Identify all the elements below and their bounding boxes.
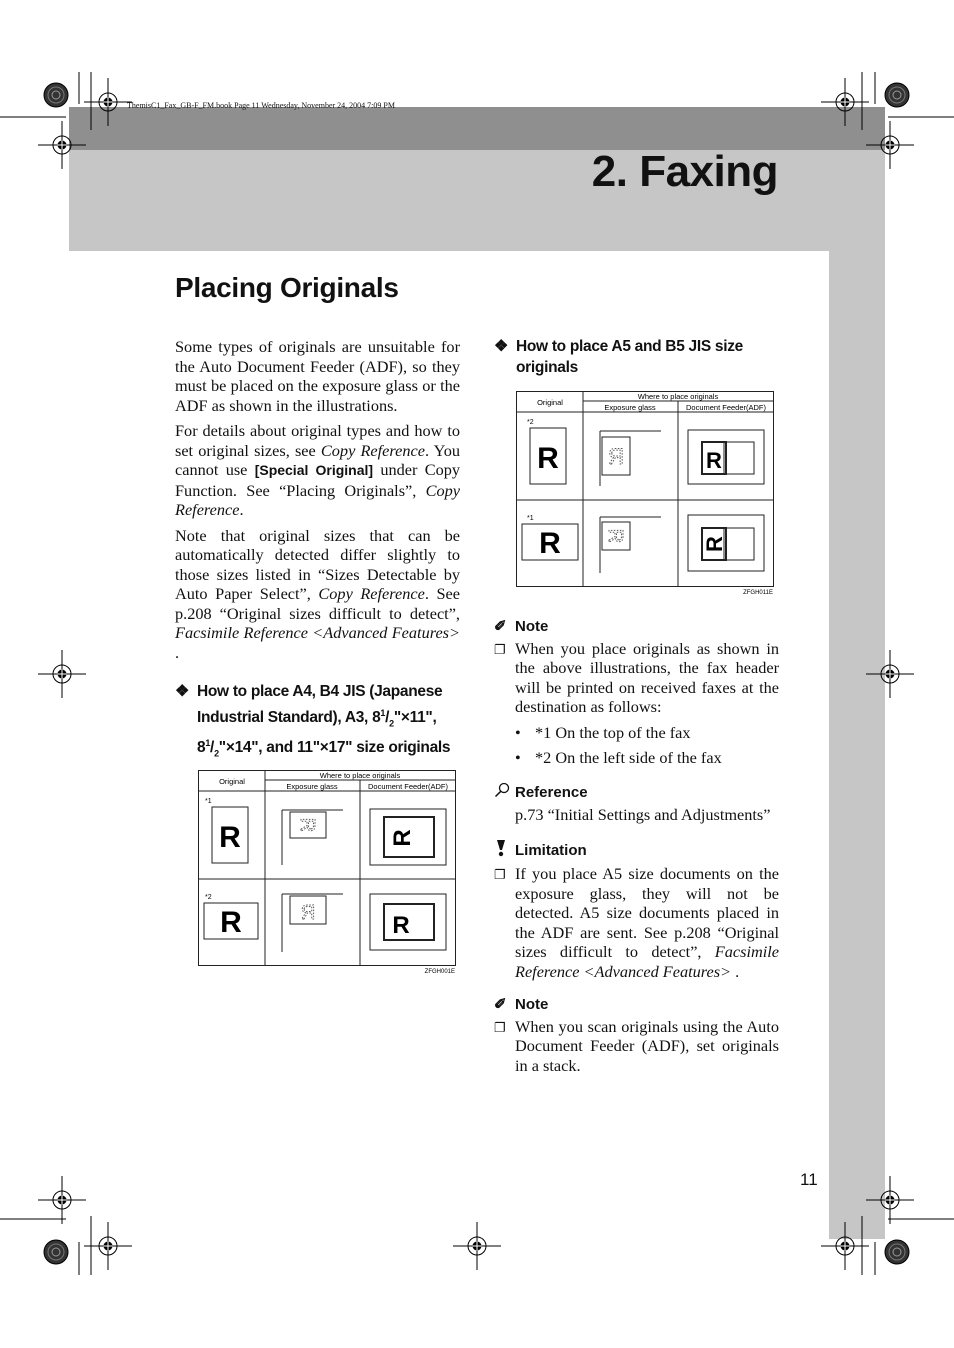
special-original-key: [Special Original] (254, 462, 374, 478)
bullet-item-1: • *1 On the top of the fax (515, 722, 691, 742)
note-item-2: ❐ When you scan originals using the Auto Document Feeder (ADF), set originals in a stack. (494, 1016, 779, 1075)
original-r-portrait: R (537, 442, 559, 475)
left-column (175, 337, 460, 764)
original-r-landscape: R (220, 906, 242, 939)
adf-r-upright: R (706, 448, 722, 473)
details-paragraph: For details about original types and how to set original sizes, see Copy Reference. You cannot use [Special Original] under Copy Function. See “Placing Originals”, Copy Reference. (175, 421, 460, 519)
col-where: Where to place originals (319, 771, 401, 780)
section-title: Placing Originals (175, 272, 399, 303)
bullet-item-2: • *2 On the left side of the fax (515, 748, 722, 767)
diamond-icon: ❖ (175, 683, 190, 700)
figure-code: ZFGH001E (424, 969, 455, 975)
glass-r-ghost: R (608, 444, 624, 469)
diamond-icon: ❖ (494, 338, 509, 355)
intro-paragraph: Some types of originals are unsuitable for the Auto Document Feeder (ADF), so they must be placed on the exposure glass or the ADF as shown in the illustrations. (175, 337, 460, 415)
row1-mark: *2 (527, 419, 534, 426)
glass-r-ghost-2: R (300, 902, 316, 924)
book-header-line: ThemisC1_Fax_GB-F_FM.book Page 11 Wednesday, November 24, 2004 7:09 PM (127, 101, 395, 110)
col-adf: Document Feeder(ADF) (685, 403, 767, 412)
checkbox-icon: ❐ (494, 641, 506, 657)
row1-mark: *1 (205, 798, 212, 805)
pencil-icon: ✐ (494, 996, 507, 1013)
pencil-icon: ✐ (494, 618, 507, 635)
placement-table-a5 (516, 391, 776, 601)
limitation-heading: Limitation (494, 839, 779, 863)
limitation-item: ❐ If you place A5 size documents on the exposure glass, they will not be detected. A5 size documents placed in the ADF are sent. See p.208 “Original sizes difficult to detect”, Facsimile Reference <Advanced Features> . (494, 864, 779, 981)
col-glass: Exposure glass (604, 403, 656, 412)
a4-heading: ❖ How to place A4, B4 JIS (Japanese Industrial Standard), A3, $8^1/_2"\times 11$", $8^1/_2"\times 14$", and 11"×17" size originals (175, 682, 460, 764)
right-column (494, 337, 779, 378)
right-notes (494, 617, 779, 1075)
adf-r-rotated: R (389, 829, 416, 847)
exclamation-icon (494, 839, 515, 863)
checkbox-icon: ❐ (494, 1019, 506, 1035)
chapter-title: 2. Faxing (591, 147, 778, 196)
checkbox-icon: ❐ (494, 867, 506, 882)
glass-r-ghost: R (296, 817, 318, 833)
page-number: 11 (800, 1170, 818, 1189)
col-original: Original (537, 398, 563, 407)
placement-table-a4 (198, 770, 458, 980)
a5-placement-figure (516, 391, 776, 606)
note-heading-1: ✐ Note (494, 618, 549, 635)
row2-mark: *1 (527, 515, 534, 522)
sizes-paragraph: Note that original sizes that can be automatically detected differ slightly to those sizes listed in “Sizes Detectable by Auto Paper Select”, Copy Reference. See p.208 “Original sizes difficult to detect”, Facsimile Reference <Advanced Features> . (175, 525, 460, 662)
adf-r-rotated: R (702, 536, 727, 552)
glass-r-ghost-2: R (604, 528, 626, 544)
col-adf: Document Feeder(ADF) (367, 782, 449, 791)
original-r-portrait: R (219, 821, 241, 854)
row2-mark: *2 (205, 894, 212, 901)
note-heading-2: ✐ Note (494, 996, 549, 1013)
a4-placement-figure (198, 770, 458, 985)
adf-r-upright: R (392, 912, 410, 939)
col-glass: Exposure glass (286, 782, 338, 791)
col-where: Where to place originals (637, 392, 719, 401)
original-r-landscape: R (539, 527, 561, 560)
col-original: Original (219, 777, 245, 786)
a5-heading: ❖ How to place A5 and B5 JIS size originals (494, 337, 779, 378)
reference-text: p.73 “Initial Settings and Adjustments” (515, 805, 771, 824)
magnifier-icon (494, 782, 515, 804)
note-item-1: ❐ When you place originals as shown in the above illustrations, the fax header will be printed on received faxes at the destination as follows: (494, 638, 779, 716)
reference-heading: Reference (494, 782, 779, 804)
figure-code: ZFGH011E (743, 590, 773, 596)
